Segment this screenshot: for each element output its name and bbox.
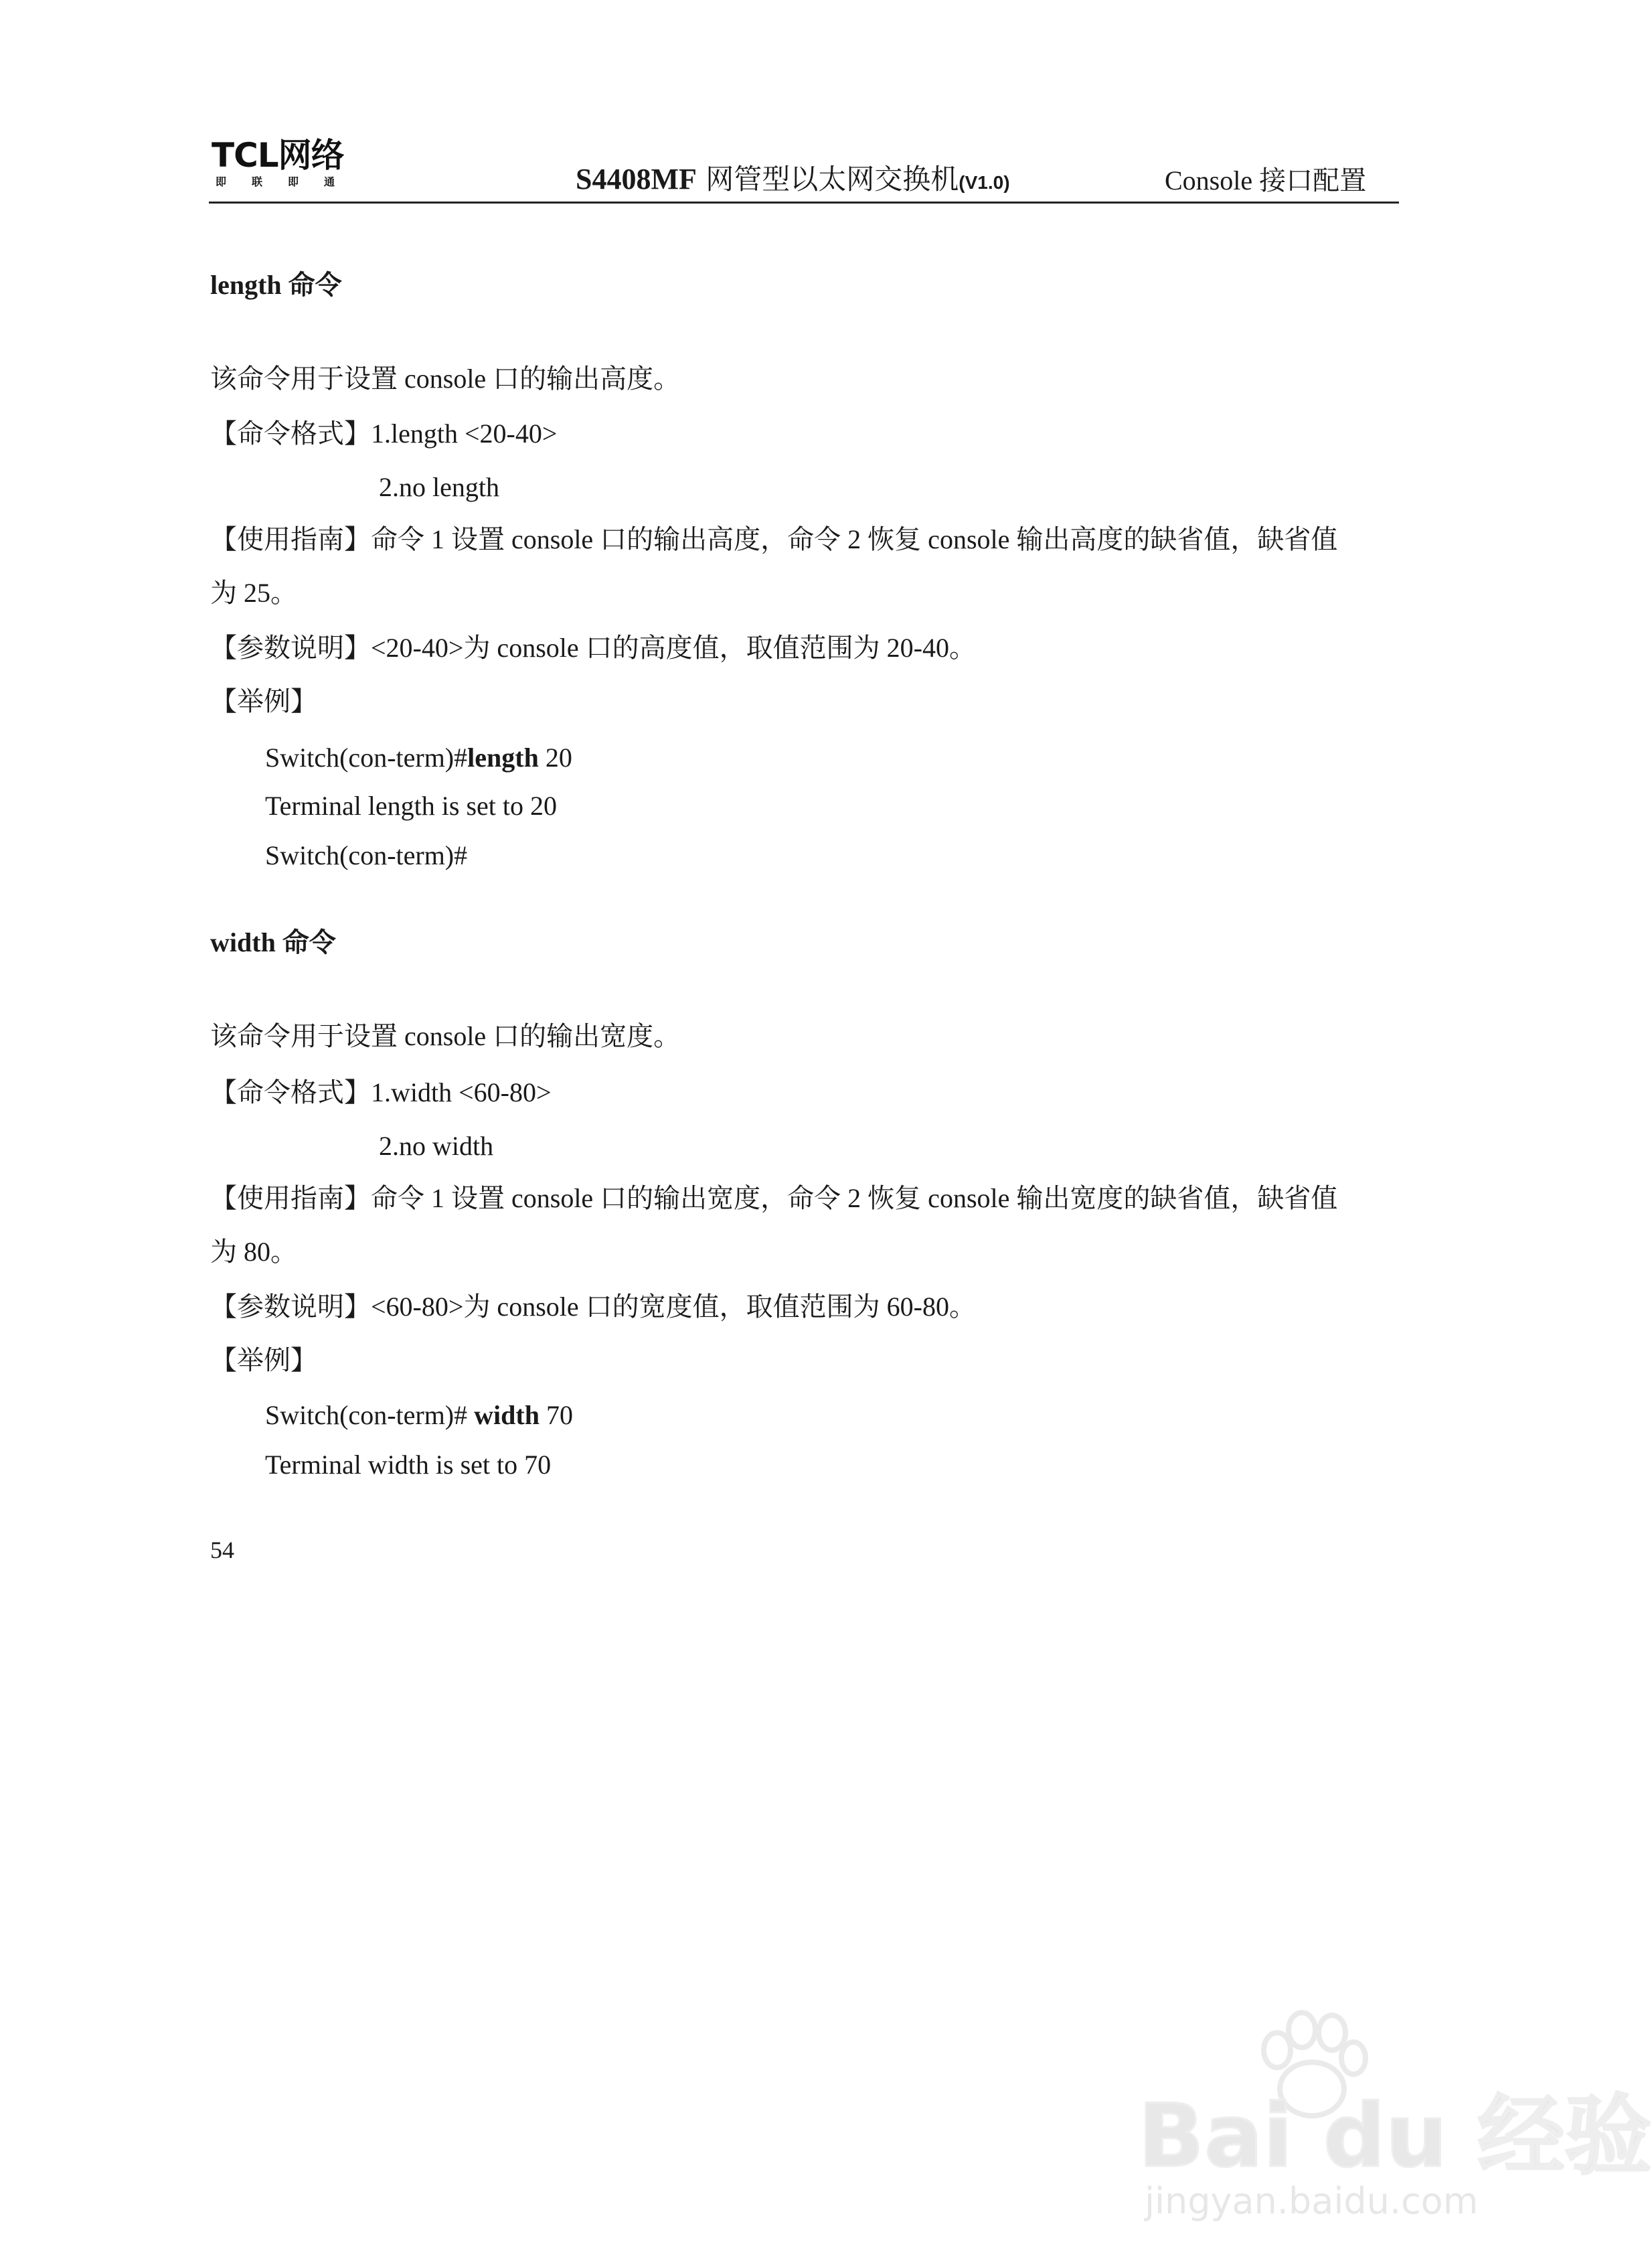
length-example-1 xyxy=(265,739,572,777)
page-number: 54 xyxy=(210,1537,234,1563)
logo-sub-text: 即联即通 xyxy=(216,175,361,188)
header-divider xyxy=(209,202,1399,204)
tcl-logo xyxy=(212,137,379,197)
width-heading: width 命令 xyxy=(210,927,336,957)
baidu-watermark xyxy=(1138,2009,1652,2230)
width-format-2: 2.no width xyxy=(379,1131,494,1161)
length-param-text: <20-40>为 console 口的高度值，取值范围为 20-40。 xyxy=(371,633,976,663)
width-example-cmd: width xyxy=(474,1400,540,1430)
width-guide-line-2: 为 80。 xyxy=(210,1237,297,1267)
length-param-line xyxy=(210,629,976,667)
width-guide-line-1 xyxy=(210,1180,1337,1217)
length-example-2: Terminal length is set to 20 xyxy=(265,791,558,821)
header-title-text: 网管型以太网交换机 xyxy=(706,163,959,196)
length-guide-text: 命令 1 设置 console 口的输出高度，命令 2 恢复 console 输出高度的缺省值，缺省值 xyxy=(371,524,1338,554)
watermark-brand: Bai du 经验 xyxy=(1138,2085,1652,2187)
length-example-label: 【举例】 xyxy=(210,686,317,716)
width-description: 该命令用于设置 console 口的输出宽度。 xyxy=(210,1021,681,1051)
width-guide-label: 【使用指南】 xyxy=(210,1183,371,1213)
length-example-cmd: length xyxy=(467,743,539,773)
width-format-1: 1.width <60-80> xyxy=(371,1077,552,1107)
length-example-arg: 20 xyxy=(538,743,572,773)
width-param-line xyxy=(210,1288,976,1326)
width-param-text: <60-80>为 console 口的宽度值，取值范围为 60-80。 xyxy=(371,1292,976,1322)
length-example-3: Switch(con-term)# xyxy=(265,840,468,870)
length-format-line-1 xyxy=(210,415,557,453)
header-title xyxy=(576,161,1010,202)
length-description: 该命令用于设置 console 口的输出高度。 xyxy=(210,364,681,394)
length-heading: length 命令 xyxy=(210,270,342,300)
header-section: Console 接口配置 xyxy=(1165,165,1367,196)
width-example-arg: 70 xyxy=(539,1400,573,1430)
width-format-label: 【命令格式】 xyxy=(210,1077,371,1107)
width-format-line-1 xyxy=(210,1074,552,1111)
watermark-url: jingyan.baidu.com xyxy=(1145,2180,1479,2222)
length-guide-line-1 xyxy=(210,521,1337,558)
length-format-label: 【命令格式】 xyxy=(210,418,371,449)
length-guide-line-2: 为 25。 xyxy=(210,578,297,608)
width-example-1 xyxy=(265,1397,573,1434)
header-version: (V1.0) xyxy=(959,172,1010,193)
logo-main-text: TCL网络 xyxy=(212,136,344,175)
width-example-label: 【举例】 xyxy=(210,1345,317,1375)
length-example-prompt: Switch(con-term)# xyxy=(265,743,468,773)
width-example-2: Terminal width is set to 70 xyxy=(265,1450,552,1480)
length-format-1: 1.length <20-40> xyxy=(371,418,558,449)
header-model: S4408MF xyxy=(576,163,697,196)
width-guide-text: 命令 1 设置 console 口的输出宽度，命令 2 恢复 console 输出宽度的缺省值，缺省值 xyxy=(371,1183,1338,1213)
length-format-2: 2.no length xyxy=(379,472,499,502)
width-param-label: 【参数说明】 xyxy=(210,1292,371,1322)
length-guide-label: 【使用指南】 xyxy=(210,524,371,554)
width-example-prompt: Switch(con-term)# xyxy=(265,1400,475,1430)
length-param-label: 【参数说明】 xyxy=(210,633,371,663)
